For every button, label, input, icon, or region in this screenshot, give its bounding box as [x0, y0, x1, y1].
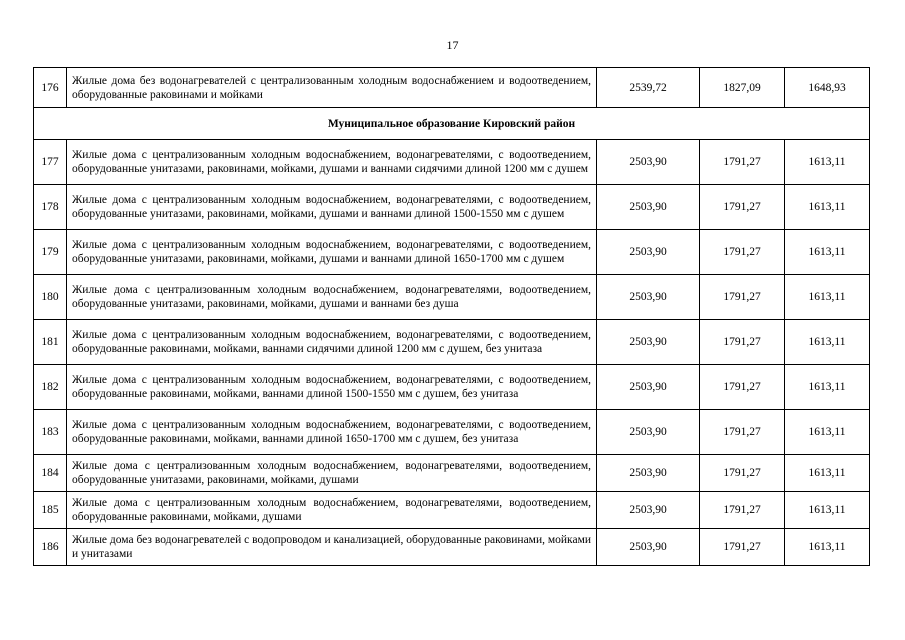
row-description: Жилые дома без водонагревателей с централизованным холодным водоснабжением и водоотведением, оборудованные раковинами и мойками — [67, 68, 597, 108]
row-value-3: 1613,11 — [785, 529, 870, 566]
row-value-2: 1791,27 — [700, 185, 785, 230]
row-number: 181 — [34, 320, 67, 365]
page-number: 17 — [446, 38, 459, 52]
row-value-2: 1791,27 — [700, 230, 785, 275]
row-value-2: 1791,27 — [700, 320, 785, 365]
row-value-3: 1613,11 — [785, 492, 870, 529]
row-value-1: 2503,90 — [597, 320, 700, 365]
row-number: 183 — [34, 410, 67, 455]
row-value-2: 1791,27 — [700, 492, 785, 529]
row-value-3: 1613,11 — [785, 185, 870, 230]
row-value-1: 2503,90 — [597, 185, 700, 230]
tariff-table-body — [34, 68, 870, 566]
row-number: 182 — [34, 365, 67, 410]
row-value-1: 2503,90 — [597, 529, 700, 566]
section-title: Муниципальное образование Кировский район — [34, 108, 870, 140]
row-value-3: 1613,11 — [785, 140, 870, 185]
row-description: Жилые дома с централизованным холодным водоснабжением, водонагревателями, с водоотведением, оборудованные раковинами, мойками, ваннами длиной 1500-1550 мм с душем, без унитаза — [67, 365, 597, 410]
row-value-1: 2503,90 — [597, 230, 700, 275]
table-row — [34, 410, 870, 455]
row-value-3: 1613,11 — [785, 320, 870, 365]
row-description: Жилые дома с централизованным холодным водоснабжением, водонагревателями, с водоотведением, оборудованные унитазами, раковинами, мойками, душами и ваннами сидячими длиной 1200 мм с душем — [67, 140, 597, 185]
row-value-3: 1613,11 — [785, 230, 870, 275]
row-value-1: 2503,90 — [597, 410, 700, 455]
table-row — [34, 230, 870, 275]
row-value-3: 1613,11 — [785, 455, 870, 492]
row-value-2: 1791,27 — [700, 140, 785, 185]
row-value-2: 1791,27 — [700, 529, 785, 566]
row-value-1: 2503,90 — [597, 275, 700, 320]
row-description: Жилые дома с централизованным холодным водоснабжением, водонагревателями, водоотведением, оборудованные унитазами, раковинами, мойками, душами — [67, 455, 597, 492]
row-number: 176 — [34, 68, 67, 108]
table-row — [34, 68, 870, 108]
row-value-2: 1791,27 — [700, 275, 785, 320]
row-value-1: 2503,90 — [597, 455, 700, 492]
row-number: 186 — [34, 529, 67, 566]
table-row — [34, 275, 870, 320]
row-value-3: 1613,11 — [785, 410, 870, 455]
row-value-1: 2503,90 — [597, 365, 700, 410]
row-description: Жилые дома с централизованным холодным водоснабжением, водонагревателями, с водоотведением, оборудованные унитазами, раковинами, мойками, душами и ваннами длиной 1650-1700 мм с душем — [67, 230, 597, 275]
row-value-1: 2539,72 — [597, 68, 700, 108]
row-description: Жилые дома с централизованным холодным водоснабжением, водонагревателями, с водоотведением, оборудованные раковинами, мойками, ваннами сидячими длиной 1200 мм с душем, без унитаза — [67, 320, 597, 365]
tariff-table — [33, 67, 870, 566]
section-header-row — [34, 108, 870, 140]
row-value-2: 1791,27 — [700, 410, 785, 455]
row-number: 185 — [34, 492, 67, 529]
row-value-2: 1791,27 — [700, 365, 785, 410]
table-row — [34, 140, 870, 185]
row-description: Жилые дома с централизованным холодным водоснабжением, водонагревателями, водоотведением, оборудованные унитазами, раковинами, мойками, душами и ваннами без душа — [67, 275, 597, 320]
table-row — [34, 455, 870, 492]
row-value-3: 1613,11 — [785, 365, 870, 410]
row-value-2: 1827,09 — [700, 68, 785, 108]
row-value-2: 1791,27 — [700, 455, 785, 492]
row-number: 178 — [34, 185, 67, 230]
row-description: Жилые дома с централизованным холодным водоснабжением, водонагревателями, с водоотведением, оборудованные унитазами, раковинами, мойками, душами и ваннами длиной 1500-1550 мм с душем — [67, 185, 597, 230]
table-row — [34, 492, 870, 529]
table-row — [34, 365, 870, 410]
table-row — [34, 185, 870, 230]
row-value-1: 2503,90 — [597, 140, 700, 185]
row-number: 179 — [34, 230, 67, 275]
row-number: 180 — [34, 275, 67, 320]
table-row — [34, 320, 870, 365]
table-row — [34, 529, 870, 566]
row-value-3: 1648,93 — [785, 68, 870, 108]
row-description: Жилые дома с централизованным холодным водоснабжением, водонагревателями, с водоотведением, оборудованные раковинами, мойками, ваннами длиной 1650-1700 мм с душем, без унитаза — [67, 410, 597, 455]
row-description: Жилые дома без водонагревателей с водопроводом и канализацией, оборудованные раковинами, мойками и унитазами — [67, 529, 597, 566]
row-value-1: 2503,90 — [597, 492, 700, 529]
row-description: Жилые дома с централизованным холодным водоснабжением, водонагревателями, водоотведением, оборудованные раковинами, мойками, душами — [67, 492, 597, 529]
row-number: 177 — [34, 140, 67, 185]
row-number: 184 — [34, 455, 67, 492]
row-value-3: 1613,11 — [785, 275, 870, 320]
